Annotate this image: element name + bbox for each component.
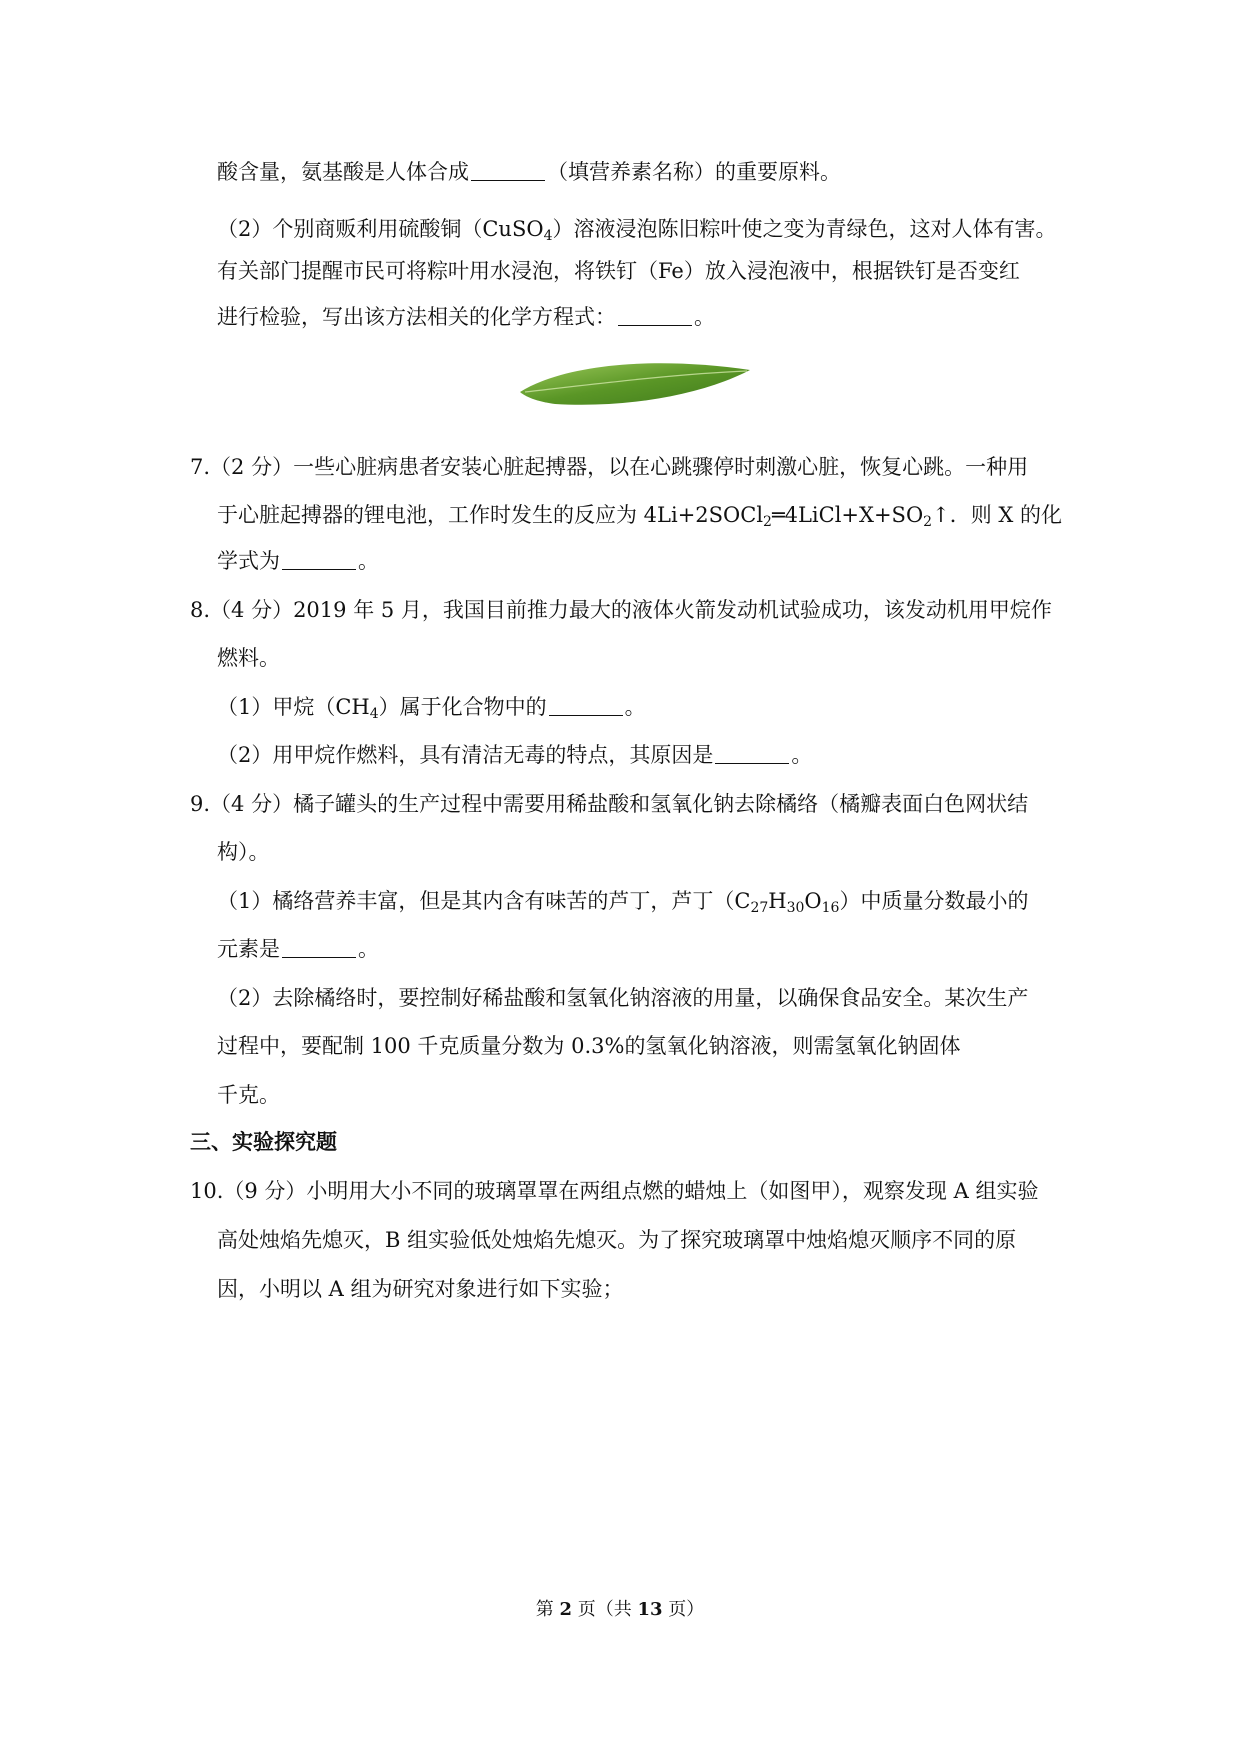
- text-segment: 元素是: [217, 937, 280, 961]
- text-segment: ↑．则 X 的化: [932, 503, 1062, 527]
- text-line: [217, 214, 1056, 251]
- text-line: [217, 500, 1062, 537]
- subscript: 27: [750, 900, 769, 916]
- text-segment: 学式为: [217, 549, 280, 573]
- text-line: [217, 692, 646, 729]
- total-pages: 13: [637, 1599, 663, 1620]
- answer-blank: [471, 160, 545, 181]
- question-8-line: 8.（4 分）2019 年 5 月，我国目前推力最大的液体火箭发动机试验成功，该发动机用甲烷作: [190, 598, 1052, 622]
- text-line: 千克。: [217, 1083, 280, 1107]
- text-segment: 。: [358, 549, 379, 573]
- text-segment: （1）橘络营养丰富，但是其内含有味苦的芦丁，芦丁（C: [217, 889, 751, 913]
- text-segment: O: [804, 889, 822, 913]
- text-line: [217, 157, 841, 187]
- text-segment: 进行检验，写出该方法相关的化学方程式：: [217, 305, 616, 329]
- subscript: 2: [923, 514, 933, 530]
- text-segment: （1）甲烷（CH: [217, 695, 370, 719]
- text-line: 高处烛焰先熄灭，B 组实验低处烛焰先熄灭。为了探究玻璃罩中烛焰熄灭顺序不同的原: [217, 1228, 1017, 1252]
- page-number: 2: [559, 1599, 572, 1620]
- question-10-line: 10.（9 分）小明用大小不同的玻璃罩罩在两组点燃的蜡烛上（如图甲），观察发现 A 组实验: [190, 1179, 1039, 1203]
- text-line: （2）去除橘络时，要控制好稀盐酸和氢氧化钠溶液的用量，以确保食品安全。某次生产: [217, 986, 1029, 1010]
- text-line: 构）。: [217, 840, 270, 864]
- subscript: 2: [763, 514, 772, 530]
- answer-blank: [618, 305, 692, 326]
- text-segment: 于心脏起搏器的锂电池，工作时发生的反应为 4Li+2SOCl: [217, 503, 764, 527]
- answer-blank: [282, 549, 356, 570]
- text-line: 有关部门提醒市民可将粽叶用水浸泡，将铁钉（Fe）放入浸泡液中，根据铁钉是否变红: [217, 259, 1020, 283]
- text-line: [217, 886, 1028, 923]
- text-line: [217, 302, 715, 332]
- text-segment: 。: [694, 305, 715, 329]
- footer-text: 页）: [662, 1599, 705, 1620]
- section-heading: 三、实验探究题: [190, 1129, 337, 1154]
- subscript: 30: [786, 900, 805, 916]
- text-segment: （2）用甲烷作燃料，具有清洁无毒的特点，其原因是: [217, 743, 714, 767]
- question-9-line: 9.（4 分）橘子罐头的生产过程中需要用稀盐酸和氢氧化钠去除橘络（橘瓣表面白色网状结: [190, 792, 1029, 816]
- answer-blank: [549, 695, 623, 716]
- text-segment: 酸含量，氨基酸是人体合成: [217, 160, 469, 184]
- subscript: 16: [821, 900, 840, 916]
- text-segment: （2）个别商贩利用硫酸铜（CuSO: [217, 217, 544, 241]
- text-line: [217, 740, 812, 770]
- subscript: 4: [543, 228, 553, 244]
- subscript: 4: [369, 706, 379, 722]
- bamboo-leaf-image: [515, 344, 755, 424]
- text-segment: H: [768, 889, 787, 913]
- text-line: [217, 546, 379, 576]
- footer-text: 页（共: [572, 1599, 638, 1620]
- answer-blank: [282, 937, 356, 958]
- text-segment: ）溶液浸泡陈旧粽叶使之变为青绿色，这对人体有害。: [552, 217, 1057, 241]
- text-line: 过程中，要配制 100 千克质量分数为 0.3%的氢氧化钠溶液，则需氢氧化钠固体: [217, 1034, 961, 1058]
- question-7-line: 7.（2 分）一些心脏病患者安装心脏起搏器，以在心跳骤停时刺激心脏，恢复心跳。一种用: [190, 455, 1029, 479]
- page-footer: [0, 1598, 1240, 1622]
- text-line: [217, 934, 379, 964]
- text-segment: ）属于化合物中的: [378, 695, 547, 719]
- text-segment: 。: [791, 743, 813, 767]
- text-segment: ）中质量分数最小的: [839, 889, 1029, 913]
- text-line: 因，小明以 A 组为研究对象进行如下实验；: [217, 1277, 624, 1301]
- text-segment: （填营养素名称）的重要原料。: [547, 160, 841, 184]
- footer-text: 第: [535, 1599, 560, 1620]
- text-line: 燃料。: [217, 646, 280, 670]
- text-segment: 。: [624, 695, 646, 719]
- text-segment: 。: [358, 937, 379, 961]
- text-segment: ═4LiCl+X+SO: [771, 503, 924, 527]
- answer-blank: [715, 743, 789, 764]
